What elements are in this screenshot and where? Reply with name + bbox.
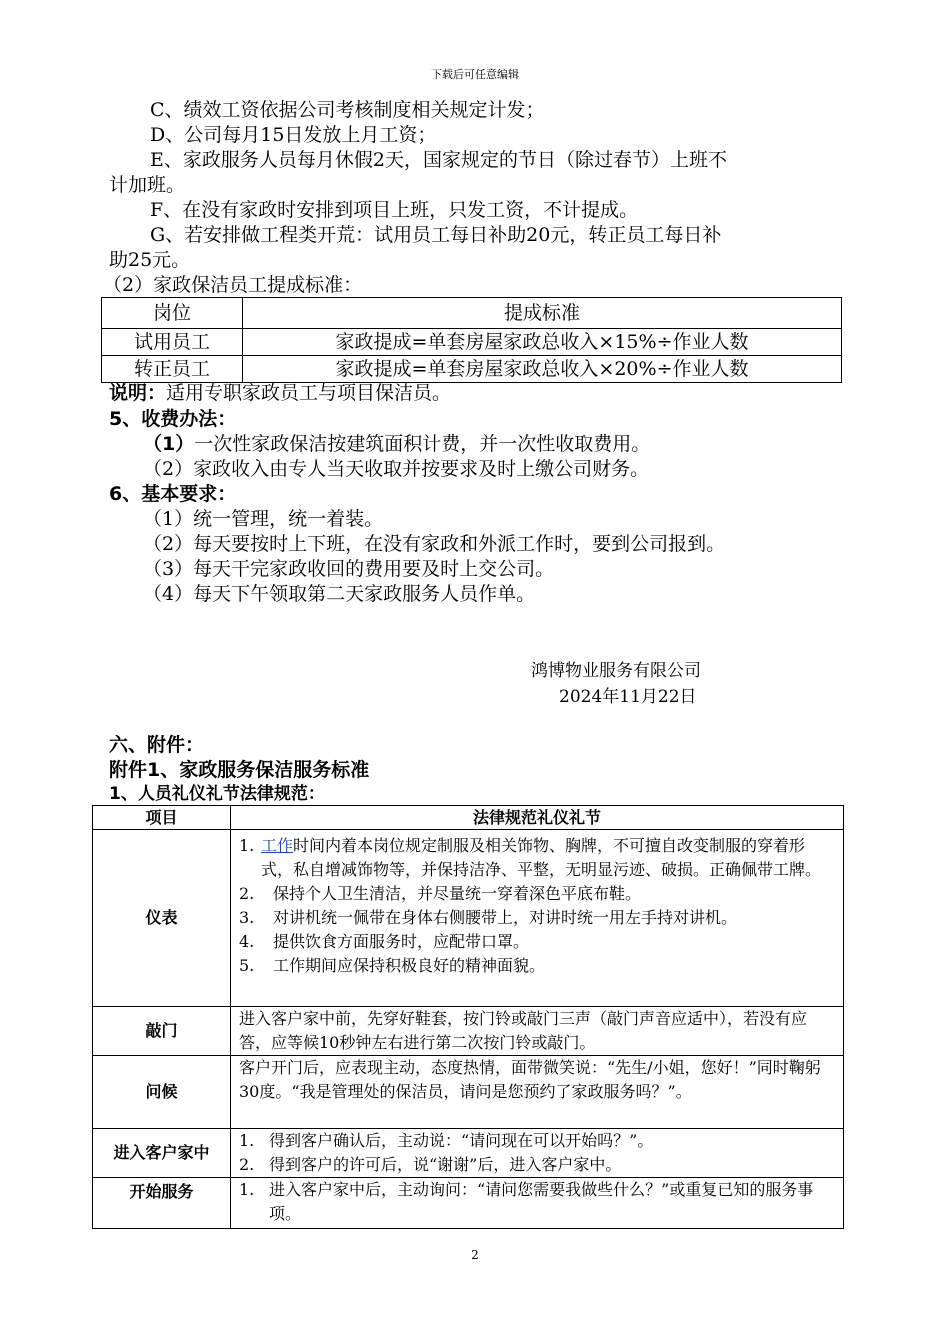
row-label: 仪表 <box>93 830 231 1007</box>
list-number: 1. <box>239 1180 255 1199</box>
section-5-title: 5、收费办法： <box>109 408 237 430</box>
row-label: 开始服务 <box>93 1178 231 1229</box>
signature-date: 2024年11月22日 <box>559 687 697 707</box>
list-text: 工作期间应保持积极良好的精神面貌。 <box>273 956 546 975</box>
row-label: 敲门 <box>93 1007 231 1056</box>
note-label: 说明： <box>109 382 167 404</box>
line-g-2: 助25元。 <box>109 249 191 271</box>
list-number: 4. <box>239 932 255 951</box>
row-label: 进入客户家中 <box>93 1129 231 1178</box>
line-d: D、公司每月15日发放上月工资； <box>150 124 437 146</box>
line-f: F、在没有家政时安排到项目上班，只发工资，不计提成。 <box>150 199 639 221</box>
list-number: 1. <box>239 1131 255 1150</box>
list-text: 对讲机统一佩带在身体右侧腰带上，对讲时统一用左手持对讲机。 <box>273 908 738 927</box>
header-cell: 岗位 <box>102 298 243 329</box>
header-cell: 提成标准 <box>243 298 842 329</box>
table-row-wenhou <box>93 1056 844 1129</box>
list-text: 得到客户的许可后，说“谢谢”后，进入客户家中。 <box>269 1155 622 1174</box>
section-6-item: （3）每天干完家政收回的费用要及时上交公司。 <box>143 558 555 580</box>
list-item <box>231 834 833 882</box>
section-6-title: 6、基本要求： <box>109 483 237 505</box>
work-link[interactable]: 工作 <box>261 836 294 855</box>
section-6-item: （2）每天要按时上下班，在没有家政和外派工作时，要到公司报到。 <box>143 533 726 555</box>
header-cell: 法律规范礼仪礼节 <box>231 806 844 830</box>
signature-company: 鸿博物业服务有限公司 <box>531 661 701 681</box>
row-content: 客户开门后，应表现主动，态度热情，面带微笑说：“先生/小姐，您好！”同时鞠躬30度。“我是管理处的保洁员，请问是您预约了家政服务吗？”。 <box>231 1056 844 1129</box>
attachment-1-title: 附件1、家政服务保洁服务标准 <box>109 759 370 781</box>
table-cell: 转正员工 <box>102 356 243 383</box>
section-5-item-1 <box>143 432 650 456</box>
list-number: 5. <box>239 956 255 975</box>
list-item <box>231 930 833 954</box>
table-row-qiaomen <box>93 1007 844 1056</box>
line-g-1: G、若安排做工程类开荒：试用员工每日补助20元，转正员工每日补 <box>150 224 722 246</box>
list-item <box>231 1129 843 1153</box>
item-text: 一次性家政保洁按建筑面积计费，并一次性收取费用。 <box>194 433 651 455</box>
table-cell: 家政提成=单套房屋家政总收入×20%÷作业人数 <box>243 356 842 383</box>
table-row-yibiao <box>93 830 844 1007</box>
list-item <box>231 1153 843 1177</box>
row-label: 问候 <box>93 1056 231 1129</box>
table-row <box>102 356 842 383</box>
table-row-jinru <box>93 1129 844 1178</box>
list-text: 得到客户确认后，主动说：“请问现在可以开始吗？”。 <box>269 1131 654 1150</box>
page-number: 2 <box>471 1248 479 1262</box>
section-6-item: （4）每天下午领取第二天家政服务人员作单。 <box>143 583 536 605</box>
note <box>109 381 451 405</box>
item-number: （1） <box>143 433 195 455</box>
list-text: 保持个人卫生清洁，并尽量统一穿着深色平底布鞋。 <box>273 884 642 903</box>
list-text: 提供饮食方面服务时，应配带口罩。 <box>273 932 530 951</box>
page-header: 下载后可任意编辑 <box>431 68 519 81</box>
section-5-item-2: （2）家政收入由专人当天收取并按要求及时上缴公司财务。 <box>143 458 650 480</box>
line-c: C、绩效工资依据公司考核制度相关规定计发； <box>150 99 545 121</box>
list-number: 1. <box>239 836 255 855</box>
commission-table <box>101 297 842 383</box>
table-header-row <box>93 806 844 830</box>
table-cell: 试用员工 <box>102 329 243 356</box>
table-cell: 家政提成=单套房屋家政总收入×15%÷作业人数 <box>243 329 842 356</box>
list-number: 3. <box>239 908 255 927</box>
list-text: 工作时间内着本岗位规定制服及相关饰物、胸牌，不可擅自改变制服的穿着形式，私自增减饰物等，并保持洁净、平整，无明显污迹、破损。正确佩带工牌。 <box>261 836 822 879</box>
line-e-2: 计加班。 <box>109 174 186 196</box>
section-6-item: （1）统一管理，统一着装。 <box>143 508 384 530</box>
table-row-kaishi <box>93 1178 844 1229</box>
list-text: 进入客户家中后，主动询问：“请问您需要我做些什么？”或重复已知的服务事项。 <box>269 1180 814 1223</box>
header-cell: 项目 <box>93 806 231 830</box>
row-content <box>231 830 844 1007</box>
list-item <box>231 1178 833 1226</box>
list-item <box>231 954 833 978</box>
list-number: 2. <box>239 884 255 903</box>
line-e-1: E、家政服务人员每月休假2天，国家规定的节日（除过春节）上班不 <box>150 149 727 171</box>
list-item <box>231 882 833 906</box>
subsection-1-title: 1、人员礼仪礼节法律规范： <box>109 784 325 804</box>
list-number: 2. <box>239 1155 255 1174</box>
table-header-row <box>102 298 842 329</box>
table-row <box>102 329 842 356</box>
row-content <box>231 1178 844 1229</box>
note-text: 适用专职家政员工与项目保洁员。 <box>166 382 452 404</box>
subheading-commission: （2）家政保洁员工提成标准： <box>103 274 363 296</box>
row-content: 进入客户家中前，先穿好鞋套，按门铃或敲门三声（敲门声音应适中），若没有应答，应等候10秒钟左右进行第二次按门铃或敲门。 <box>231 1007 844 1056</box>
section-six-title: 六、附件： <box>109 734 205 756</box>
row-content <box>231 1129 844 1178</box>
etiquette-table <box>92 805 844 1229</box>
list-item <box>231 906 833 930</box>
